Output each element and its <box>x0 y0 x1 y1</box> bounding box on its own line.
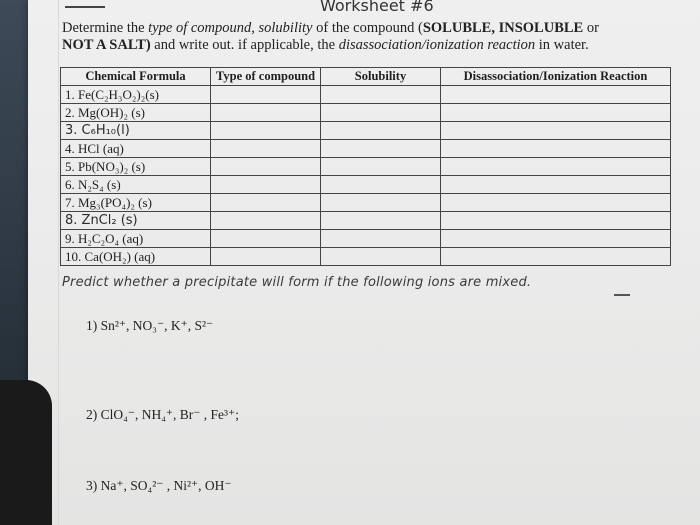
reaction-cell[interactable] <box>441 176 671 194</box>
question-2: 2) ClO₄⁻, NH₄⁺, Br⁻ , Fe³⁺; <box>86 407 239 422</box>
reaction-cell[interactable] <box>441 248 671 266</box>
formula-cell: 4. HCl (aq) <box>61 140 211 158</box>
reaction-cell[interactable] <box>441 104 671 122</box>
formula-cell: 2. Mg(OH)₂ (s) <box>61 104 211 122</box>
type-cell[interactable] <box>211 230 321 248</box>
question-3: 3) Na⁺, SO₄²⁻ , Ni²⁺, OH⁻ <box>86 478 232 493</box>
reaction-cell[interactable] <box>441 230 671 248</box>
type-cell[interactable] <box>211 86 321 104</box>
type-cell[interactable] <box>211 248 321 266</box>
instructions: Determine the type of compound, solubility of the compound (SOLUBLE, INSOLUBLE or NOT A SALT) and write out. if applicable, the disassociation/ionization reaction in water. <box>62 20 599 53</box>
formula-cell: 7. Mg₃(PO₄)₂ (s) <box>61 194 211 212</box>
formula-cell: 10. Ca(OH₂) (aq) <box>61 248 211 266</box>
reaction-cell[interactable] <box>441 86 671 104</box>
type-cell[interactable] <box>211 176 321 194</box>
type-cell[interactable] <box>211 122 321 140</box>
solubility-cell[interactable] <box>321 248 441 266</box>
header-type-of-compound: Type of compound <box>211 68 321 86</box>
table-row <box>61 86 671 104</box>
table-header-row <box>61 68 671 86</box>
formula-cell: 6. N₂S₄ (s) <box>61 176 211 194</box>
solubility-cell[interactable] <box>321 230 441 248</box>
question-1: 1) Sn²⁺, NO₃⁻, K⁺, S²⁻ <box>86 318 214 333</box>
table-row <box>61 158 671 176</box>
type-cell[interactable] <box>211 140 321 158</box>
type-cell[interactable] <box>211 212 321 230</box>
predict-instruction: Predict whether a precipitate will form if the following ions are mixed. <box>62 275 532 290</box>
formula-cell: 5. Pb(NO₃)₂ (s) <box>61 158 211 176</box>
reaction-cell[interactable] <box>441 140 671 158</box>
formula-cell: 8. ZnCl₂ (s) <box>61 212 211 230</box>
table-row <box>61 194 671 212</box>
table-row <box>61 122 671 140</box>
type-cell[interactable] <box>211 104 321 122</box>
solubility-cell[interactable] <box>321 212 441 230</box>
title-dash <box>65 6 105 8</box>
solubility-cell[interactable] <box>321 140 441 158</box>
header-reaction: Disassociation/Ionization Reaction <box>441 68 671 86</box>
reaction-cell[interactable] <box>441 122 671 140</box>
header-solubility: Solubility <box>321 68 441 86</box>
table-row <box>61 140 671 158</box>
solubility-cell[interactable] <box>321 122 441 140</box>
solubility-cell[interactable] <box>321 104 441 122</box>
solubility-cell[interactable] <box>321 158 441 176</box>
table-row <box>61 104 671 122</box>
finger <box>0 380 52 525</box>
page-title: Worksheet #6 <box>320 0 434 15</box>
reaction-cell[interactable] <box>441 212 671 230</box>
compound-table <box>60 67 671 266</box>
small-dash <box>614 294 630 296</box>
table-row <box>61 230 671 248</box>
reaction-cell[interactable] <box>441 194 671 212</box>
type-cell[interactable] <box>211 194 321 212</box>
table-row <box>61 176 671 194</box>
header-chemical-formula: Chemical Formula <box>61 68 211 86</box>
solubility-cell[interactable] <box>321 194 441 212</box>
formula-cell: 1. Fe(C₂H₃O₂)₂(s) <box>61 86 211 104</box>
type-cell[interactable] <box>211 158 321 176</box>
formula-cell: 9. H₂C₂O₄ (aq) <box>61 230 211 248</box>
reaction-cell[interactable] <box>441 158 671 176</box>
solubility-cell[interactable] <box>321 176 441 194</box>
table-row <box>61 212 671 230</box>
formula-cell: 3. C₆H₁₀(l) <box>61 122 211 140</box>
table-row <box>61 248 671 266</box>
solubility-cell[interactable] <box>321 86 441 104</box>
margin-line <box>58 0 59 525</box>
